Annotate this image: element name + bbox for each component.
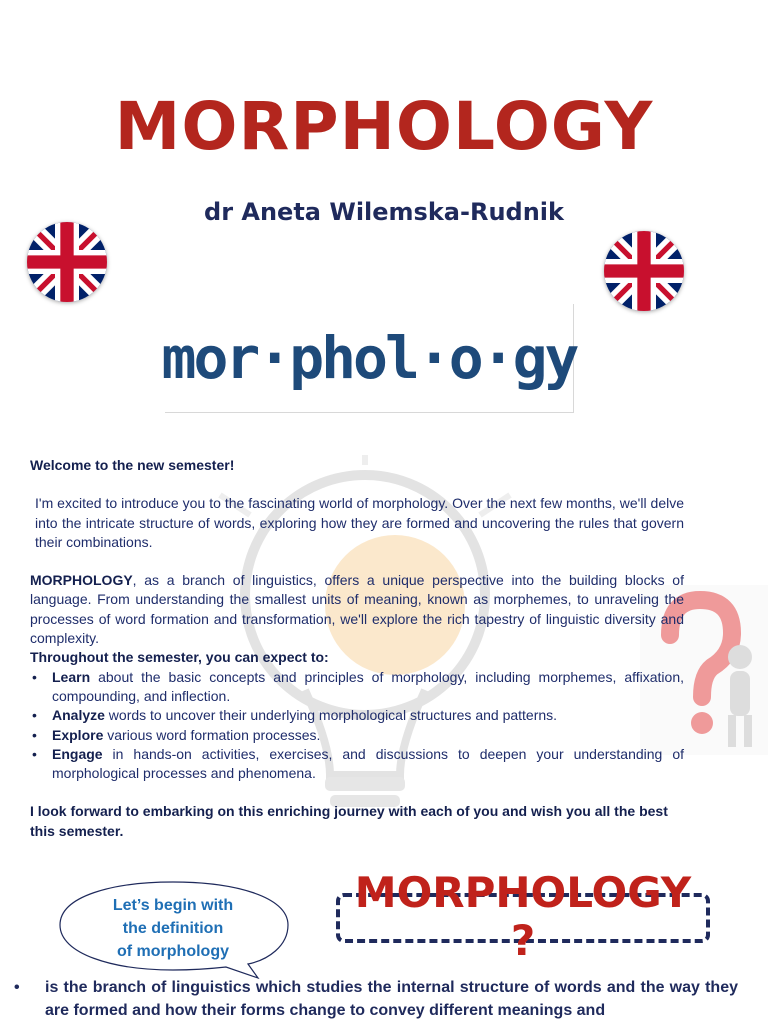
morphology-term: MORPHOLOGY <box>30 572 133 589</box>
list-item: • Learn about the basic concepts and principles of morphology, including morphemes, affixation, compounding, and inflection. <box>30 668 684 707</box>
uk-flag-icon-right <box>604 231 684 311</box>
expect-heading: Throughout the semester, you can expect to: <box>30 649 329 666</box>
expect-list <box>30 668 684 784</box>
list-item: • Explore various word formation processes. <box>30 726 684 745</box>
list-item: • Analyze words to uncover their underlying morphological structures and patterns. <box>30 706 684 725</box>
bubble-text: Let’s begin with the definition of morphology <box>112 897 234 960</box>
intro-paragraph: I'm excited to introduce you to the fascinating world of morphology. Over the next few months, we'll delve into the intricate structure of words, exploring how they are formed and uncovering the rules that govern their combinations. <box>35 495 684 550</box>
morphology-paragraph <box>30 571 684 648</box>
closing-paragraph: I look forward to embarking on this enriching journey with each of you and wish you all the best this semester. <box>30 803 668 839</box>
definition-text: is the branch of linguistics which studies the internal structure of words and the way they are formed and how their forms change to convey different meanings and <box>45 979 738 1019</box>
morphology-stamp-image: mor·phol·o·gy <box>165 304 574 413</box>
bullet: • <box>14 979 20 996</box>
welcome-rest: new semester! <box>133 457 235 473</box>
welcome-line <box>30 456 684 475</box>
list-item: • Engage in hands-on activities, exercises, and discussions to deepen your understanding of morphological processes and phenomena. <box>30 745 684 784</box>
speech-bubble <box>58 880 288 968</box>
author-name: dr Aneta Wilemska-Rudnik <box>204 198 564 226</box>
welcome-text-block <box>30 456 684 841</box>
morphology-paragraph-text: , as a branch of linguistics, offers a unique perspective into the building blocks of language. From understanding the smallest units of meaning, known as morphemes, to unraveling the processes of word formation and transformation, we'll explore the rich tapestry of linguistic diversity and complexity. <box>30 572 684 647</box>
uk-flag-icon <box>604 231 684 311</box>
uk-flag-icon <box>27 222 107 302</box>
page-title: MORPHOLOGY <box>114 88 654 165</box>
welcome-lead: Welcome to the <box>30 457 134 473</box>
definition-item <box>14 976 738 1022</box>
uk-flag-icon-left <box>27 222 107 302</box>
question-title: MORPHOLOGY ? <box>354 868 692 965</box>
